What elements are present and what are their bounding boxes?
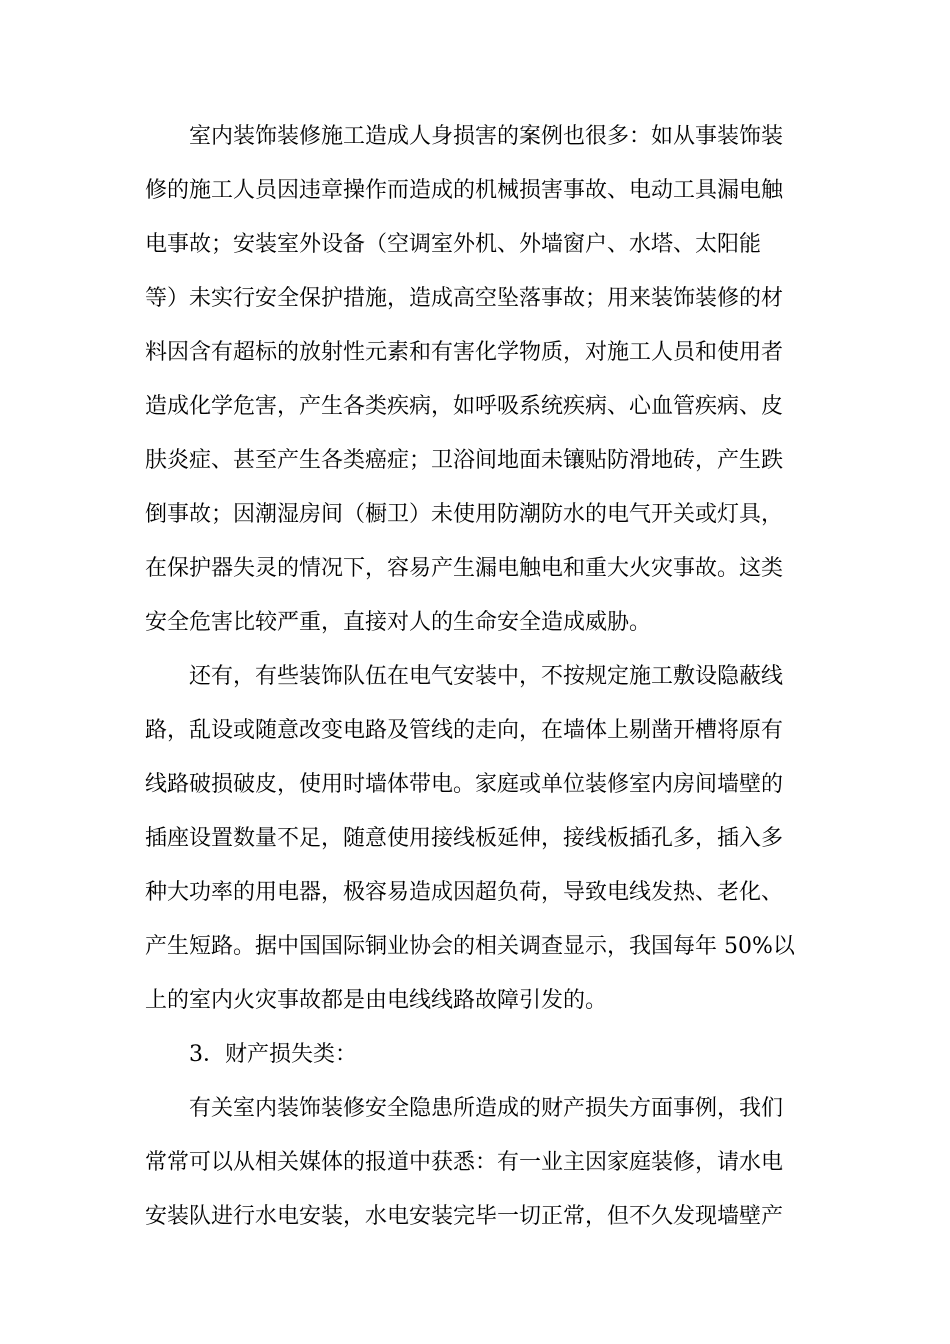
text-line: 等）未实行安全保护措施，造成高空坠落事故；用来装饰装修的材 [145,286,784,311]
text-line: 肤炎症、甚至产生各类癌症；卫浴间地面未镶贴防滑地砖，产生跌 [145,448,784,473]
text-line: 电事故；安装室外设备（空调室外机、外墙窗户、水塔、太阳能 [145,232,762,257]
text-line: 有关室内装饰装修安全隐患所造成的财产损失方面事例，我们 [189,1096,784,1121]
text-line: 线路破损破皮，使用时墙体带电。家庭或单位装修室内房间墙壁的 [145,772,784,797]
text-line: 产生短路。据中国国际铜业协会的相关调查显示，我国每年 50%以 [145,934,795,959]
body-text [145,110,805,1244]
text-line: 常常可以从相关媒体的报道中获悉：有一业主因家庭装修，请水电 [145,1150,784,1175]
text-line: 修的施工人员因违章操作而造成的机械损害事故、电动工具漏电触 [145,178,784,203]
text-line: 3．财产损失类： [189,1042,357,1067]
text-line: 在保护器失灵的情况下，容易产生漏电触电和重大火灾事故。这类 [145,556,784,581]
text-line: 倒事故；因潮湿房间（橱卫）未使用防潮防水的电气开关或灯具， [145,502,784,527]
text-line: 造成化学危害，产生各类疾病，如呼吸系统疾病、心血管疾病、皮 [145,394,784,419]
text-line: 安全危害比较严重，直接对人的生命安全造成威胁。 [145,610,652,635]
text-line: 插座设置数量不足，随意使用接线板延伸，接线板插孔多，插入多 [145,826,784,851]
text-line: 安装队进行水电安装，水电安装完毕一切正常，但不久发现墙壁产 [145,1204,784,1229]
text-line: 室内装饰装修施工造成人身损害的案例也很多：如从事装饰装 [189,124,784,149]
text-line: 料因含有超标的放射性元素和有害化学物质，对施工人员和使用者 [145,340,784,365]
text-line: 上的室内火灾事故都是由电线线路故障引发的。 [145,988,608,1013]
text-line: 还有，有些装饰队伍在电气安装中，不按规定施工敷设隐蔽线 [189,664,784,689]
text-line: 种大功率的用电器，极容易造成因超负荷，导致电线发热、老化、 [145,880,784,905]
text-line: 路，乱设或随意改变电路及管线的走向，在墙体上剔凿开槽将原有 [145,718,784,743]
